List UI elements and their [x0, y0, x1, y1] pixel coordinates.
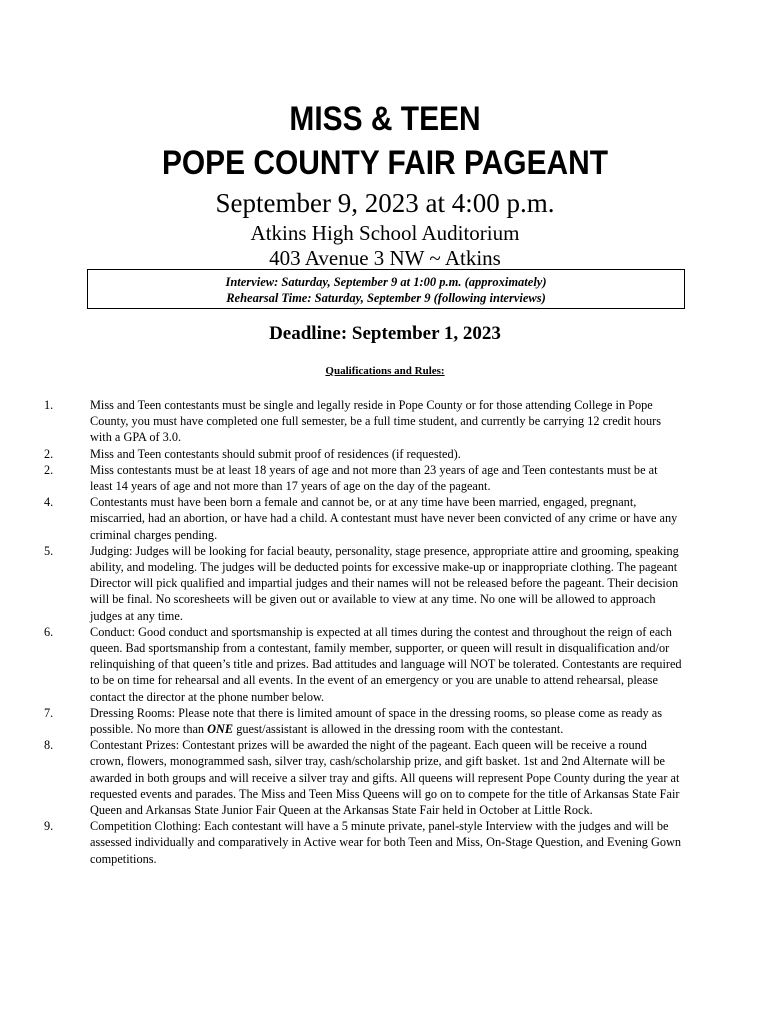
rule-text: Competition Clothing: Each contestant will have a 5 minute private, panel-style Interview with the judges and will be assessed individually and comparatively in Active wear for both Teen and Miss, On-Stage Question, and Evening Gown competitions.	[90, 819, 682, 866]
rule-text	[90, 705, 682, 737]
rule-item	[0, 705, 770, 737]
rule-text-after: guest/assistant is allowed in the dressing room with the contestant.	[233, 722, 564, 737]
rehearsal-time: Rehearsal Time: Saturday, September 9 (following interviews)	[226, 291, 546, 305]
rule-text: Conduct: Good conduct and sportsmanship is expected at all times during the contest and throughout the reign of each queen. Bad sportsmanship from a contestant, family member, supporter, or queen will result in disqualification and/or relinquishing of that queen’s title and prizes. Bad attitudes and language will NOT be tolerated. Contestants are required to be on time for rehearsal and all events. In the event of an emergency or you are unable to attend rehearsal, please contact the director at the phone number below.	[90, 624, 682, 704]
title-line-2: POPE COUNTY FAIR PAGEANT	[161, 144, 609, 182]
rule-item	[0, 737, 770, 818]
rule-text: Judging: Judges will be looking for facial beauty, personality, stage presence, appropriate attire and grooming, speaking ability, and modeling. The judges will be deducted points for excessive make-up or inappropriate clothing. The pageant Director will pick qualified and impartial judges and their names will not be released before the pageant. Their decision will be final. No scoresheets will be given out or available to view at any time. No one will be allowed to approach judges at any time.	[90, 543, 679, 623]
deadline-heading: Deadline: September 1, 2023	[269, 323, 501, 344]
rule-number: 9.	[44, 819, 54, 834]
interview-time: Interview: Saturday, September 9 at 1:00 p.m. (approximately)	[225, 275, 547, 289]
rule-text: Miss and Teen contestants should submit proof of residences (if requested).	[90, 446, 461, 461]
rule-number: 8.	[44, 738, 54, 753]
rule-text: Contestants must have been born a female and cannot be, or at any time have been married, engaged, pregnant, miscarried, had an abortion, or have had a child. A contestant must have never been convicted of any crime or have any criminal charges pending.	[90, 495, 678, 542]
rule-text: Miss contestants must be at least 18 years of age and not more than 23 years of age and Teen contestants must be at least 14 years of age and not more than 17 years of age on the day of the pageant.	[90, 462, 658, 494]
rule-number: 2.	[44, 446, 54, 461]
rule-item	[0, 624, 770, 705]
rule-text: Miss and Teen contestants must be single and legally reside in Pope County or for those attending College in Pope County, you must have completed one full semester, be a full time student, and currently be carrying 12 credit hours with a GPA of 3.0.	[90, 398, 662, 445]
title-line-1: MISS & TEEN	[289, 100, 481, 138]
rule-number: 4.	[44, 495, 54, 510]
rule-item	[0, 397, 770, 446]
rules-list	[0, 397, 770, 867]
event-date-time: September 9, 2023 at 4:00 p.m.	[215, 188, 555, 218]
rule-item	[0, 494, 770, 543]
rule-number: 1.	[44, 398, 54, 412]
event-venue: Atkins High School Auditorium	[250, 221, 520, 245]
qualifications-heading: Qualifications and Rules:	[325, 365, 445, 377]
rule-text-before: Dressing Rooms: Please note that there is limited amount of space in the dressing rooms, so please come as ready as possible. No more than	[90, 705, 663, 737]
rule-number: 2.	[44, 462, 54, 477]
rule-item	[0, 818, 770, 867]
event-address: 403 Avenue 3 NW ~ Atkins	[269, 246, 501, 270]
rule-item	[0, 543, 770, 624]
rule-text: Contestant Prizes: Contestant prizes will be awarded the night of the pageant. Each queen will be receive a round crown, flowers, monogrammed sash, silver tray, cash/scholarship prize, and gift basket. 1st and 2nd Alternate will be awarded in both groups and will receive a silver tray and gifts. All queens will represent Pope County during the year at requested events and parades. The Miss and Teen Miss Queens will go on to compete for the title of Arkansas State Fair Queen and Arkansas State Junior Fair Queen at the Arkansas State Fair held in October at Little Rock.	[90, 738, 680, 818]
rule-item	[0, 462, 770, 494]
schedule-box	[87, 269, 685, 309]
rule-text-emphasis: ONE	[207, 722, 234, 737]
rule-item	[0, 446, 770, 462]
rule-number: 7.	[44, 705, 54, 720]
rule-number: 6.	[44, 624, 54, 639]
rule-number: 5.	[44, 543, 54, 558]
